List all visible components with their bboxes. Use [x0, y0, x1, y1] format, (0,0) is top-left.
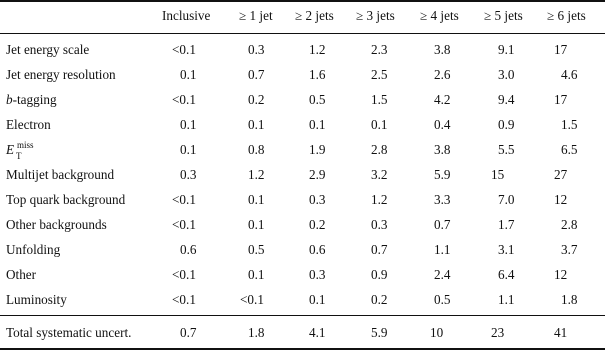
- table-cell: 0.2: [248, 92, 265, 107]
- table-cell: 0.3: [180, 167, 197, 182]
- row-label: Other: [6, 267, 37, 282]
- table-cell: 9.1: [498, 42, 515, 57]
- table-cell: 0.6: [180, 242, 197, 257]
- table-cell: <0.1: [172, 42, 196, 57]
- table-cell: 3.3: [434, 192, 451, 207]
- table-cell: 0.1: [248, 267, 265, 282]
- table-cell: 0.3: [309, 267, 326, 282]
- table-cell: 12: [554, 192, 568, 207]
- table-cell: 1.6: [309, 67, 326, 82]
- etmiss-e: E: [6, 142, 15, 157]
- table-cell: <0.1: [172, 267, 196, 282]
- row-label-tagging: -tagging: [12, 92, 57, 107]
- total-cell: 5.9: [371, 325, 388, 340]
- table-cell: 1.2: [371, 192, 388, 207]
- table-cell: 3.1: [498, 242, 515, 257]
- table-cell: 0.4: [434, 117, 451, 132]
- table-cell: 0.2: [371, 292, 388, 307]
- row-label: Top quark background: [6, 192, 126, 207]
- table-cell: 17: [554, 42, 568, 57]
- table-cell: 2.9: [309, 167, 326, 182]
- total-label: Total systematic uncert.: [6, 325, 132, 340]
- table-cell: 15: [491, 167, 505, 182]
- bottom-rule: [0, 348, 605, 350]
- table-cell: 1.5: [371, 92, 388, 107]
- table-cell: 6.4: [498, 267, 515, 282]
- table-cell: 12: [554, 267, 568, 282]
- total-cell: 23: [491, 325, 505, 340]
- table-cell: 3.0: [498, 67, 515, 82]
- total-cell: 0.7: [180, 325, 197, 340]
- table-cell: 17: [554, 92, 568, 107]
- row-label: Unfolding: [6, 242, 61, 257]
- total-rule: [0, 315, 605, 316]
- table-cell: 4.2: [434, 92, 451, 107]
- etmiss-sup: miss: [17, 140, 34, 150]
- table-cell: 2.8: [371, 142, 388, 157]
- row-label: Luminosity: [6, 292, 67, 307]
- total-cell: 1.8: [248, 325, 265, 340]
- etmiss-sub: T: [16, 151, 22, 161]
- row-label: Other backgrounds: [6, 217, 107, 232]
- table-cell: 0.6: [309, 242, 326, 257]
- table-cell: 0.3: [248, 42, 265, 57]
- table-cell: 0.5: [248, 242, 265, 257]
- table-cell: <0.1: [172, 92, 196, 107]
- column-header: ≥ 2 jets: [295, 8, 334, 23]
- table-cell: 0.2: [309, 217, 326, 232]
- table-cell: 0.5: [434, 292, 451, 307]
- table-cell: 0.1: [309, 117, 326, 132]
- table-cell: 6.5: [561, 142, 578, 157]
- table-cell: 1.9: [309, 142, 326, 157]
- column-header: ≥ 6 jets: [547, 8, 586, 23]
- table-cell: 7.0: [498, 192, 515, 207]
- table-cell: 5.9: [434, 167, 451, 182]
- table-cell: 0.1: [248, 217, 265, 232]
- row-label-etmiss: [6, 140, 34, 161]
- table-cell: 0.1: [180, 142, 197, 157]
- table-cell: 0.7: [371, 242, 388, 257]
- table-cell: 2.8: [561, 217, 578, 232]
- table-cell: 4.6: [561, 67, 578, 82]
- table-cell: 1.1: [434, 242, 451, 257]
- row-label: [6, 92, 57, 108]
- table-cell: 0.3: [371, 217, 388, 232]
- table-cell: 1.8: [561, 292, 578, 307]
- table-cell: <0.1: [240, 292, 264, 307]
- table-cell: 0.9: [498, 117, 515, 132]
- table-cell: <0.1: [172, 192, 196, 207]
- table-cell: 0.5: [309, 92, 326, 107]
- column-header: ≥ 5 jets: [484, 8, 523, 23]
- column-header: ≥ 3 jets: [356, 8, 395, 23]
- total-cell: 4.1: [309, 325, 326, 340]
- table-cell: 3.8: [434, 42, 451, 57]
- row-label: Jet energy scale: [6, 42, 90, 57]
- column-header: ≥ 1 jet: [239, 8, 273, 23]
- table-cell: <0.1: [172, 217, 196, 232]
- table-cell: 0.8: [248, 142, 265, 157]
- table-cell: 0.1: [180, 117, 197, 132]
- table-cell: 1.1: [498, 292, 515, 307]
- table-cell: 1.2: [248, 167, 265, 182]
- table-cell: 0.1: [309, 292, 326, 307]
- table-cell: 27: [554, 167, 568, 182]
- table-cell: 2.3: [371, 42, 388, 57]
- column-header: ≥ 4 jets: [420, 8, 459, 23]
- table-cell: 0.7: [248, 67, 265, 82]
- table-cell: 3.7: [561, 242, 578, 257]
- row-label: Jet energy resolution: [6, 67, 116, 82]
- table-cell: 2.5: [371, 67, 388, 82]
- row-label: Electron: [6, 117, 51, 132]
- table-cell: 5.5: [498, 142, 515, 157]
- top-rule: [0, 0, 605, 2]
- table-cell: 0.9: [371, 267, 388, 282]
- table-cell: 0.1: [180, 67, 197, 82]
- header-rule: [0, 33, 605, 34]
- table-cell: 1.7: [498, 217, 515, 232]
- table-cell: 1.2: [309, 42, 326, 57]
- table-cell: 0.3: [309, 192, 326, 207]
- table-cell: 0.1: [248, 192, 265, 207]
- row-label-b: b: [6, 92, 13, 107]
- table-cell: 2.4: [434, 267, 451, 282]
- table-cell: 2.6: [434, 67, 451, 82]
- table-cell: <0.1: [172, 292, 196, 307]
- table-cell: 9.4: [498, 92, 515, 107]
- table-cell: 1.5: [561, 117, 578, 132]
- table-cell: 3.8: [434, 142, 451, 157]
- column-header: Inclusive: [162, 8, 211, 23]
- total-cell: 41: [554, 325, 568, 340]
- table-cell: 0.1: [371, 117, 388, 132]
- table-cell: 0.7: [434, 217, 451, 232]
- total-cell: 10: [430, 325, 444, 340]
- table-cell: 3.2: [371, 167, 388, 182]
- row-label: Multijet background: [6, 167, 115, 182]
- table-cell: 0.1: [248, 117, 265, 132]
